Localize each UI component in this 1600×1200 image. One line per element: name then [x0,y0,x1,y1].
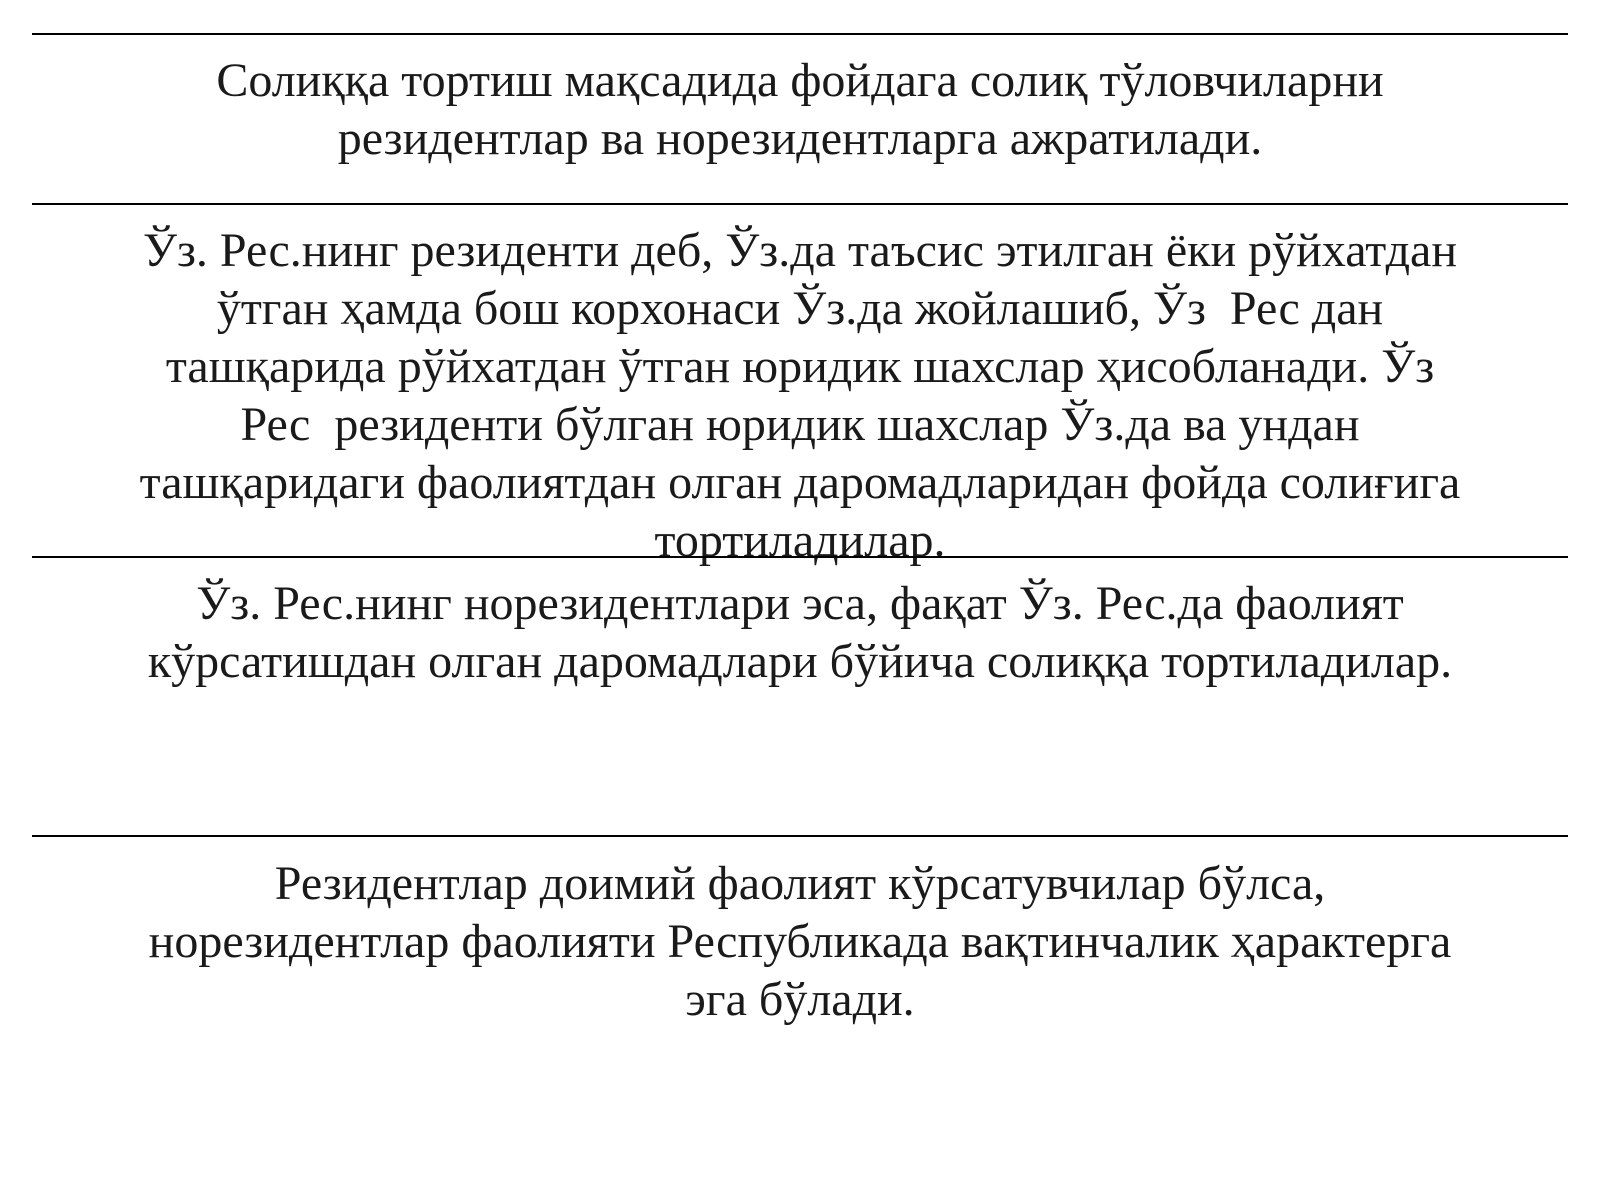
divider-line [32,556,1568,558]
text-line: тортиладилар. [654,514,946,567]
text-line: кўрсатишдан олган даромадлари бўйича солиққа тортиладилар. [147,635,1453,688]
paragraph-resident-definition [40,222,1560,570]
text-line: Ўз. Рес.нинг резиденти деб, Ўз.да таъсис этилган ёки рўйхатдан [142,224,1458,277]
text-line: Ўз. Рес.нинг норезидентлари эса, фақат Ўз. Рес.да фаолият [196,577,1404,630]
text-line: Солиққа тортиш мақсадида фойдага солиқ тўловчиларни [216,54,1384,107]
paragraph-tax-payer-classification [40,52,1560,168]
paragraph-nonresident-taxation [40,575,1560,691]
divider-line [32,203,1568,205]
text-line: Рес резиденти бўлган юридик шахслар Ўз.да ва ундан [240,398,1360,451]
divider-line [32,835,1568,837]
text-line: эга бўлади. [685,973,915,1026]
text-line: Резидентлар доимий фаолият кўрсатувчилар бўлса, [274,857,1326,910]
text-line: ташқаридаги фаолиятдан олган даромадларидан фойда солиғига [139,456,1461,509]
text-line: норезидентлар фаолияти Республикада вақтинчалик ҳарактерга [148,915,1452,968]
divider-line [32,33,1568,35]
text-line: ташқарида рўйхатдан ўтган юридик шахслар ҳисобланади. Ўз [165,340,1435,393]
text-line: ўтган ҳамда бош корхонаси Ўз.да жойлашиб, Ўз Рес дан [216,282,1384,335]
text-line: резидентлар ва норезидентларга ажратилади. [337,112,1263,165]
paragraph-resident-vs-nonresident [40,855,1560,1029]
